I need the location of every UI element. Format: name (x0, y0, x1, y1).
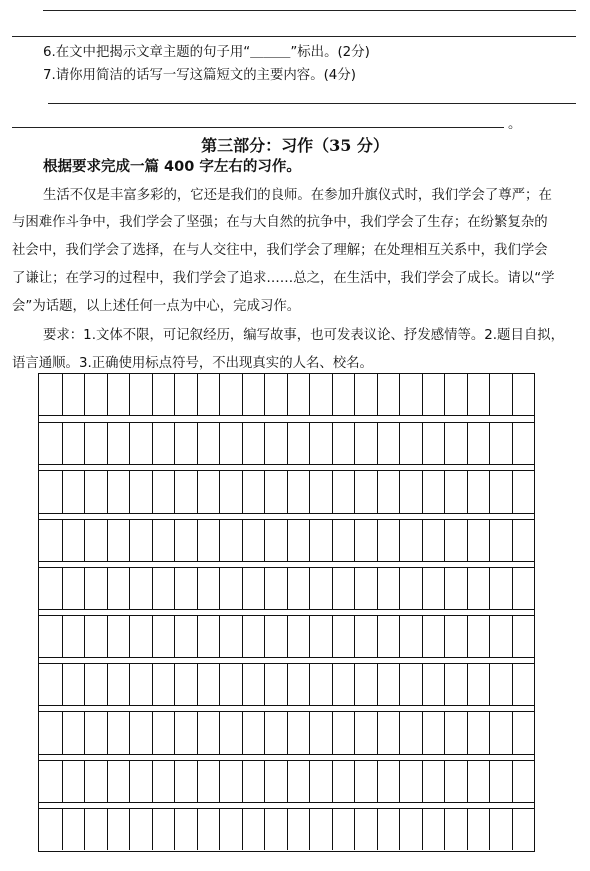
grid-cell-divider (152, 809, 153, 850)
grid-cell-divider (287, 712, 288, 753)
grid-cell-divider (287, 520, 288, 561)
grid-row[interactable] (39, 663, 534, 706)
grid-cell-divider (264, 809, 265, 850)
grid-cell-divider (242, 616, 243, 657)
grid-cell-divider (197, 471, 198, 512)
grid-cell-divider (197, 423, 198, 464)
grid-cell-divider (174, 616, 175, 657)
grid-cell-divider (512, 761, 513, 802)
grid-cell-divider (399, 809, 400, 850)
grid-cell-divider (242, 374, 243, 415)
grid-cell-divider (84, 374, 85, 415)
grid-cell-divider (444, 809, 445, 850)
grid-cell-divider (287, 374, 288, 415)
grid-cell-divider (467, 568, 468, 609)
grid-cell-divider (422, 471, 423, 512)
grid-cell-divider (467, 712, 468, 753)
grid-cell-divider (107, 471, 108, 512)
grid-cell-divider (84, 471, 85, 512)
question-7: 7.请你用简洁的话写一写这篇短文的主要内容。(4分) (43, 68, 356, 83)
instruction: 根据要求完成一篇 400 字左右的习作。 (43, 159, 301, 175)
grid-cell-divider (152, 761, 153, 802)
question-6: 6.在文中把揭示文章主题的句子用“＿＿＿”标出。(2分) (43, 45, 370, 60)
grid-cell-divider (84, 520, 85, 561)
grid-cell-divider (422, 809, 423, 850)
grid-cell-divider (219, 520, 220, 561)
grid-cell-divider (377, 616, 378, 657)
grid-cell-divider (197, 664, 198, 705)
grid-row[interactable] (39, 519, 534, 562)
grid-cell-divider (219, 809, 220, 850)
grid-cell-divider (174, 520, 175, 561)
grid-cell-divider (399, 374, 400, 415)
grid-cell-divider (489, 520, 490, 561)
grid-cell-divider (332, 374, 333, 415)
grid-cell-divider (444, 374, 445, 415)
grid-cell-divider (332, 568, 333, 609)
grid-cell-divider (332, 616, 333, 657)
grid-cell-divider (444, 761, 445, 802)
grid-cell-divider (512, 809, 513, 850)
grid-cell-divider (219, 568, 220, 609)
grid-cell-divider (264, 374, 265, 415)
grid-cell-divider (174, 471, 175, 512)
answer-line-top (43, 10, 576, 11)
grid-cell-divider (309, 712, 310, 753)
answer-end-mark: 。 (508, 117, 522, 132)
grid-cell-divider (107, 761, 108, 802)
grid-cell-divider (399, 761, 400, 802)
grid-cell-divider (84, 568, 85, 609)
grid-cell-divider (309, 616, 310, 657)
grid-cell-divider (107, 374, 108, 415)
grid-cell-divider (377, 568, 378, 609)
prompt-line-2: 与困难作斗争中，我们学会了坚强；在与大自然的抗争中，我们学会了生存；在纷繁复杂的 (12, 215, 548, 230)
grid-cell-divider (377, 520, 378, 561)
grid-cell-divider (354, 374, 355, 415)
grid-cell-divider (354, 712, 355, 753)
grid-cell-divider (219, 712, 220, 753)
grid-cell-divider (422, 568, 423, 609)
grid-cell-divider (512, 712, 513, 753)
grid-cell-divider (174, 374, 175, 415)
grid-cell-divider (62, 712, 63, 753)
grid-row[interactable] (39, 711, 534, 754)
grid-cell-divider (354, 761, 355, 802)
grid-cell-divider (332, 712, 333, 753)
grid-cell-divider (107, 809, 108, 850)
grid-cell-divider (242, 761, 243, 802)
grid-cell-divider (489, 761, 490, 802)
grid-cell-divider (422, 520, 423, 561)
grid-cell-divider (287, 471, 288, 512)
grid-cell-divider (489, 712, 490, 753)
grid-cell-divider (422, 616, 423, 657)
grid-cell-divider (444, 471, 445, 512)
grid-cell-divider (377, 664, 378, 705)
grid-cell-divider (489, 374, 490, 415)
grid-cell-divider (399, 616, 400, 657)
grid-cell-divider (512, 423, 513, 464)
grid-cell-divider (377, 712, 378, 753)
answer-line-4 (12, 127, 504, 128)
grid-cell-divider (332, 471, 333, 512)
grid-cell-divider (62, 471, 63, 512)
grid-cell-divider (197, 809, 198, 850)
grid-cell-divider (377, 374, 378, 415)
grid-cell-divider (174, 761, 175, 802)
grid-cell-divider (242, 471, 243, 512)
grid-cell-divider (444, 616, 445, 657)
grid-cell-divider (264, 712, 265, 753)
grid-cell-divider (84, 761, 85, 802)
grid-cell-divider (107, 712, 108, 753)
grid-cell-divider (219, 616, 220, 657)
grid-cell-divider (62, 761, 63, 802)
grid-cell-divider (219, 374, 220, 415)
grid-cell-divider (354, 520, 355, 561)
grid-cell-divider (512, 616, 513, 657)
grid-cell-divider (84, 423, 85, 464)
grid-cell-divider (219, 471, 220, 512)
grid-cell-divider (399, 664, 400, 705)
grid-cell-divider (444, 568, 445, 609)
grid-cell-divider (152, 471, 153, 512)
grid-cell-divider (264, 568, 265, 609)
grid-cell-divider (332, 809, 333, 850)
grid-cell-divider (62, 520, 63, 561)
grid-cell-divider (264, 664, 265, 705)
grid-cell-divider (174, 809, 175, 850)
grid-cell-divider (377, 809, 378, 850)
grid-cell-divider (399, 471, 400, 512)
grid-cell-divider (129, 568, 130, 609)
grid-cell-divider (354, 423, 355, 464)
grid-cell-divider (444, 712, 445, 753)
grid-cell-divider (444, 520, 445, 561)
grid-cell-divider (489, 664, 490, 705)
grid-cell-divider (354, 568, 355, 609)
grid-cell-divider (264, 520, 265, 561)
grid-cell-divider (422, 423, 423, 464)
grid-cell-divider (219, 664, 220, 705)
grid-cell-divider (309, 761, 310, 802)
grid-cell-divider (287, 664, 288, 705)
grid-cell-divider (197, 520, 198, 561)
grid-cell-divider (62, 809, 63, 850)
grid-cell-divider (84, 616, 85, 657)
grid-cell-divider (287, 568, 288, 609)
grid-cell-divider (174, 568, 175, 609)
grid-cell-divider (129, 664, 130, 705)
grid-cell-divider (377, 761, 378, 802)
grid-cell-divider (84, 809, 85, 850)
grid-cell-divider (174, 712, 175, 753)
grid-cell-divider (242, 423, 243, 464)
grid-cell-divider (197, 568, 198, 609)
grid-cell-divider (467, 616, 468, 657)
grid-cell-divider (152, 520, 153, 561)
grid-cell-divider (422, 664, 423, 705)
grid-cell-divider (399, 568, 400, 609)
grid-row[interactable] (39, 422, 534, 465)
grid-cell-divider (422, 761, 423, 802)
grid-cell-divider (399, 423, 400, 464)
writing-grid[interactable] (38, 373, 535, 852)
grid-cell-divider (287, 423, 288, 464)
grid-cell-divider (197, 712, 198, 753)
grid-row[interactable] (39, 760, 534, 803)
grid-cell-divider (107, 423, 108, 464)
grid-row[interactable] (39, 567, 534, 610)
grid-cell-divider (242, 520, 243, 561)
grid-cell-divider (62, 616, 63, 657)
grid-cell-divider (62, 423, 63, 464)
grid-cell-divider (287, 761, 288, 802)
requirements-line-2: 语言通顺。3.正确使用标点符号，不出现真实的人名、校名。 (12, 356, 373, 371)
grid-cell-divider (264, 761, 265, 802)
grid-cell-divider (489, 568, 490, 609)
answer-line-3 (48, 103, 576, 104)
grid-cell-divider (512, 568, 513, 609)
grid-cell-divider (467, 423, 468, 464)
grid-cell-divider (129, 809, 130, 850)
grid-cell-divider (467, 761, 468, 802)
grid-cell-divider (287, 616, 288, 657)
grid-cell-divider (242, 809, 243, 850)
prompt-line-4: 了谦让；在学习的过程中，我们学会了追求……总之，在生活中，我们学会了成长。请以“学 (12, 271, 555, 286)
requirements-line-1: 要求：1.文体不限，可记叙经历，编写故事，也可发表议论、抒发感情等。2.题目自拟， (43, 328, 565, 343)
grid-cell-divider (129, 761, 130, 802)
grid-cell-divider (197, 374, 198, 415)
grid-cell-divider (444, 423, 445, 464)
grid-cell-divider (489, 809, 490, 850)
grid-cell-divider (377, 471, 378, 512)
grid-cell-divider (107, 520, 108, 561)
grid-cell-divider (264, 423, 265, 464)
grid-cell-divider (62, 568, 63, 609)
grid-row[interactable] (39, 615, 534, 658)
grid-cell-divider (152, 664, 153, 705)
grid-cell-divider (152, 423, 153, 464)
grid-cell-divider (152, 568, 153, 609)
grid-row[interactable] (39, 808, 534, 850)
grid-cell-divider (467, 664, 468, 705)
grid-cell-divider (264, 471, 265, 512)
grid-cell-divider (399, 712, 400, 753)
grid-cell-divider (354, 809, 355, 850)
grid-cell-divider (242, 664, 243, 705)
grid-cell-divider (332, 423, 333, 464)
grid-cell-divider (129, 712, 130, 753)
grid-cell-divider (377, 423, 378, 464)
prompt-line-5: 会”为话题，以上述任何一点为中心，完成习作。 (12, 299, 301, 314)
grid-cell-divider (242, 712, 243, 753)
grid-cell-divider (84, 712, 85, 753)
grid-cell-divider (332, 520, 333, 561)
prompt-line-3: 社会中，我们学会了选择，在与人交往中，我们学会了理解；在处理相互关系中，我们学会 (12, 243, 548, 258)
grid-cell-divider (129, 616, 130, 657)
grid-cell-divider (107, 568, 108, 609)
grid-cell-divider (354, 616, 355, 657)
grid-cell-divider (152, 616, 153, 657)
grid-cell-divider (332, 761, 333, 802)
grid-cell-divider (467, 374, 468, 415)
grid-cell-divider (512, 664, 513, 705)
grid-cell-divider (152, 712, 153, 753)
grid-cell-divider (197, 761, 198, 802)
grid-cell-divider (467, 809, 468, 850)
grid-cell-divider (309, 664, 310, 705)
grid-cell-divider (107, 664, 108, 705)
grid-row[interactable] (39, 470, 534, 513)
grid-cell-divider (399, 520, 400, 561)
grid-cell-divider (512, 471, 513, 512)
grid-cell-divider (512, 374, 513, 415)
grid-cell-divider (512, 520, 513, 561)
grid-cell-divider (219, 423, 220, 464)
prompt-line-1: 生活不仅是丰富多彩的，它还是我们的良师。在参加升旗仪式时，我们学会了尊严；在 (43, 188, 552, 203)
grid-cell-divider (174, 664, 175, 705)
grid-cell-divider (467, 471, 468, 512)
grid-cell-divider (422, 712, 423, 753)
grid-cell-divider (422, 374, 423, 415)
grid-cell-divider (489, 616, 490, 657)
grid-cell-divider (197, 616, 198, 657)
grid-cell-divider (354, 664, 355, 705)
grid-cell-divider (174, 423, 175, 464)
grid-cell-divider (242, 568, 243, 609)
grid-cell-divider (489, 423, 490, 464)
grid-cell-divider (309, 520, 310, 561)
grid-cell-divider (467, 520, 468, 561)
grid-cell-divider (332, 664, 333, 705)
grid-cell-divider (129, 520, 130, 561)
grid-cell-divider (107, 616, 108, 657)
grid-cell-divider (152, 374, 153, 415)
section-title: 第三部分：习作（35 分） (201, 136, 389, 155)
grid-cell-divider (62, 374, 63, 415)
answer-line-2 (12, 36, 576, 37)
grid-cell-divider (264, 616, 265, 657)
grid-cell-divider (309, 423, 310, 464)
grid-cell-divider (309, 809, 310, 850)
grid-cell-divider (84, 664, 85, 705)
grid-cell-divider (309, 471, 310, 512)
grid-row[interactable] (39, 374, 534, 416)
grid-cell-divider (444, 664, 445, 705)
grid-cell-divider (287, 809, 288, 850)
grid-cell-divider (129, 423, 130, 464)
grid-cell-divider (62, 664, 63, 705)
grid-cell-divider (309, 374, 310, 415)
grid-cell-divider (354, 471, 355, 512)
grid-cell-divider (129, 471, 130, 512)
grid-cell-divider (129, 374, 130, 415)
grid-cell-divider (309, 568, 310, 609)
grid-cell-divider (219, 761, 220, 802)
grid-cell-divider (489, 471, 490, 512)
